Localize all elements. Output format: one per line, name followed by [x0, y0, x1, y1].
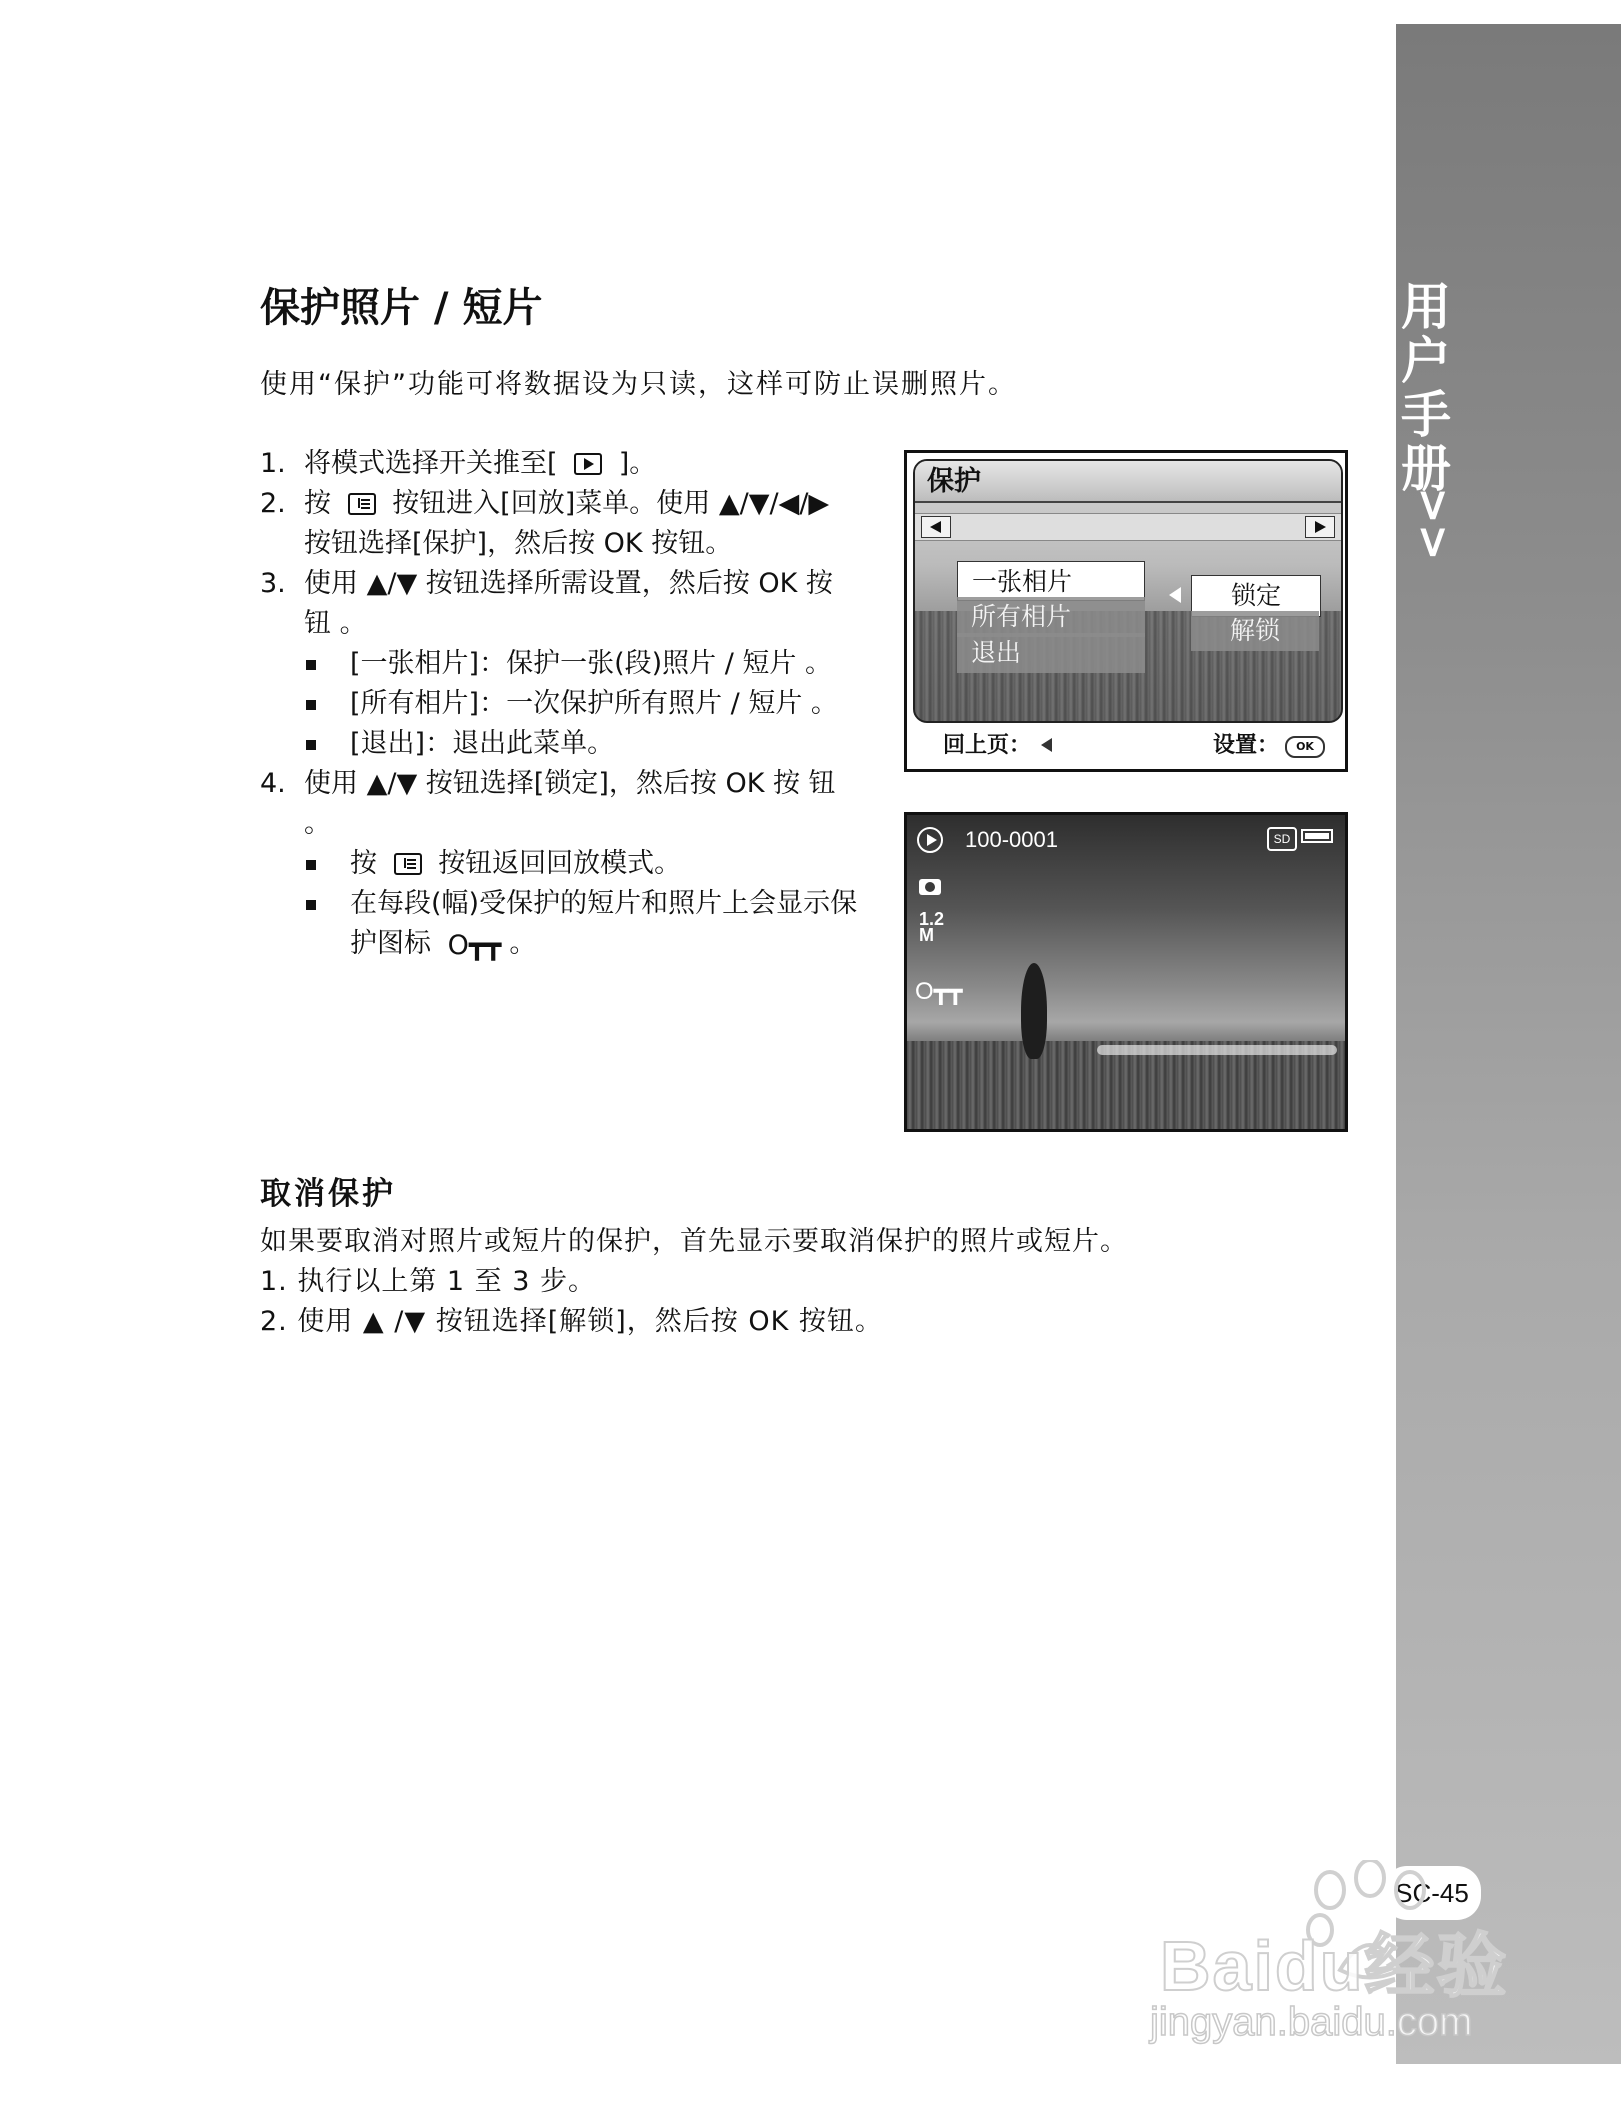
- tree-silhouette: [1021, 963, 1047, 1059]
- camera-icon: [919, 879, 941, 895]
- bullet-single-photo: [一张相片]：保护一张(段)照片 / 短片 。: [260, 644, 860, 684]
- menu-footer: [907, 723, 1345, 769]
- watermark-url: jingyan.baidu.com: [1150, 2000, 1473, 2044]
- set-hint: 设置： OK: [1213, 723, 1325, 769]
- watermark-brand: Baidu经验: [1160, 1927, 1509, 2005]
- playback-mode-icon: [917, 827, 943, 853]
- step-1: 1. 将模式选择开关推至[ ]。: [260, 448, 657, 479]
- bullet-protect-icon-note: 在每段(幅)受保护的短片和照片上会显示保护图标 O┳┳ 。: [260, 884, 860, 966]
- sidebar-title: 用户手册: [1393, 280, 1451, 496]
- menu-option-exit[interactable]: 退出: [957, 633, 1145, 673]
- menu-option-single[interactable]: 一张相片: [957, 561, 1145, 601]
- bullet-square-icon: [306, 860, 316, 870]
- page-number: SC-45: [1383, 1866, 1481, 1920]
- key-icon: O┳┳: [447, 930, 502, 961]
- bullet-exit: [退出]：退出此菜单。: [260, 724, 860, 764]
- bullet-square-icon: [306, 660, 316, 670]
- back-hint: 回上页：: [943, 723, 1052, 769]
- left-arrow-icon[interactable]: [921, 516, 951, 538]
- ok-button-icon: OK: [1285, 736, 1325, 758]
- file-number: 100-0001: [965, 827, 1058, 852]
- protect-menu-screen: [904, 450, 1348, 772]
- sub-option-unlock[interactable]: 解锁: [1191, 611, 1319, 651]
- sd-card-icon: SD: [1267, 827, 1297, 851]
- right-arrow-icon[interactable]: [1305, 516, 1335, 538]
- image-size-icon: 1.2 M: [919, 909, 945, 945]
- step-2: 2. 按 按钮进入[回放]菜单。使用 ▲/▼/◀/▶ 按钮选择[保护]，然后按 OK 按钮。: [260, 488, 830, 559]
- back-arrow-icon: [1041, 738, 1052, 752]
- bullet-square-icon: [306, 740, 316, 750]
- menu-icon: [394, 853, 422, 875]
- horizon-clouds: [1097, 1045, 1337, 1055]
- battery-icon: [1301, 829, 1333, 843]
- play-icon: [574, 453, 602, 475]
- pointer-icon: [1169, 587, 1181, 603]
- bullet-return-playback: 按 按钮返回回放模式。: [260, 844, 860, 884]
- menu-header: 保护: [915, 461, 1341, 503]
- steps-list: [260, 444, 860, 966]
- playback-screen: [904, 812, 1348, 1132]
- step-3: 3. 使用 ▲/▼ 按钮选择所需设置，然后按 OK 按 钮 。: [260, 568, 833, 639]
- bullet-square-icon: [306, 700, 316, 710]
- step-4: 4. 使用 ▲/▼ 按钮选择[锁定]，然后按 OK 按 钮 。: [260, 768, 836, 839]
- bullet-all-photos: [所有相片]：一次保护所有照片 / 短片 。: [260, 684, 860, 724]
- menu-icon: [348, 493, 376, 515]
- section-intro: 使用“保护”功能可将数据设为只读，这样可防止误删照片。: [260, 369, 1017, 400]
- cancel-instructions: 如果要取消对照片或短片的保护，首先显示要取消保护的照片或短片。 1. 执行以上第 1 至 3 步。 2. 使用 ▲ /▼ 按钮选择[解锁]，然后按 OK 按钮。: [260, 1226, 1128, 1337]
- section-title: 保护照片 / 短片: [260, 285, 543, 331]
- menu-nav-strip: [915, 513, 1341, 541]
- lcd-display: [913, 459, 1343, 723]
- menu-option-all[interactable]: 所有相片: [957, 597, 1145, 637]
- sidebar-arrows: >>: [1408, 487, 1459, 561]
- watermark: [1140, 1850, 1540, 2050]
- cancel-title: 取消保护: [260, 1176, 396, 1212]
- protect-key-icon: O┳┳: [915, 978, 963, 1005]
- bullet-square-icon: [306, 900, 316, 910]
- sub-option-lock[interactable]: 锁定: [1191, 575, 1321, 617]
